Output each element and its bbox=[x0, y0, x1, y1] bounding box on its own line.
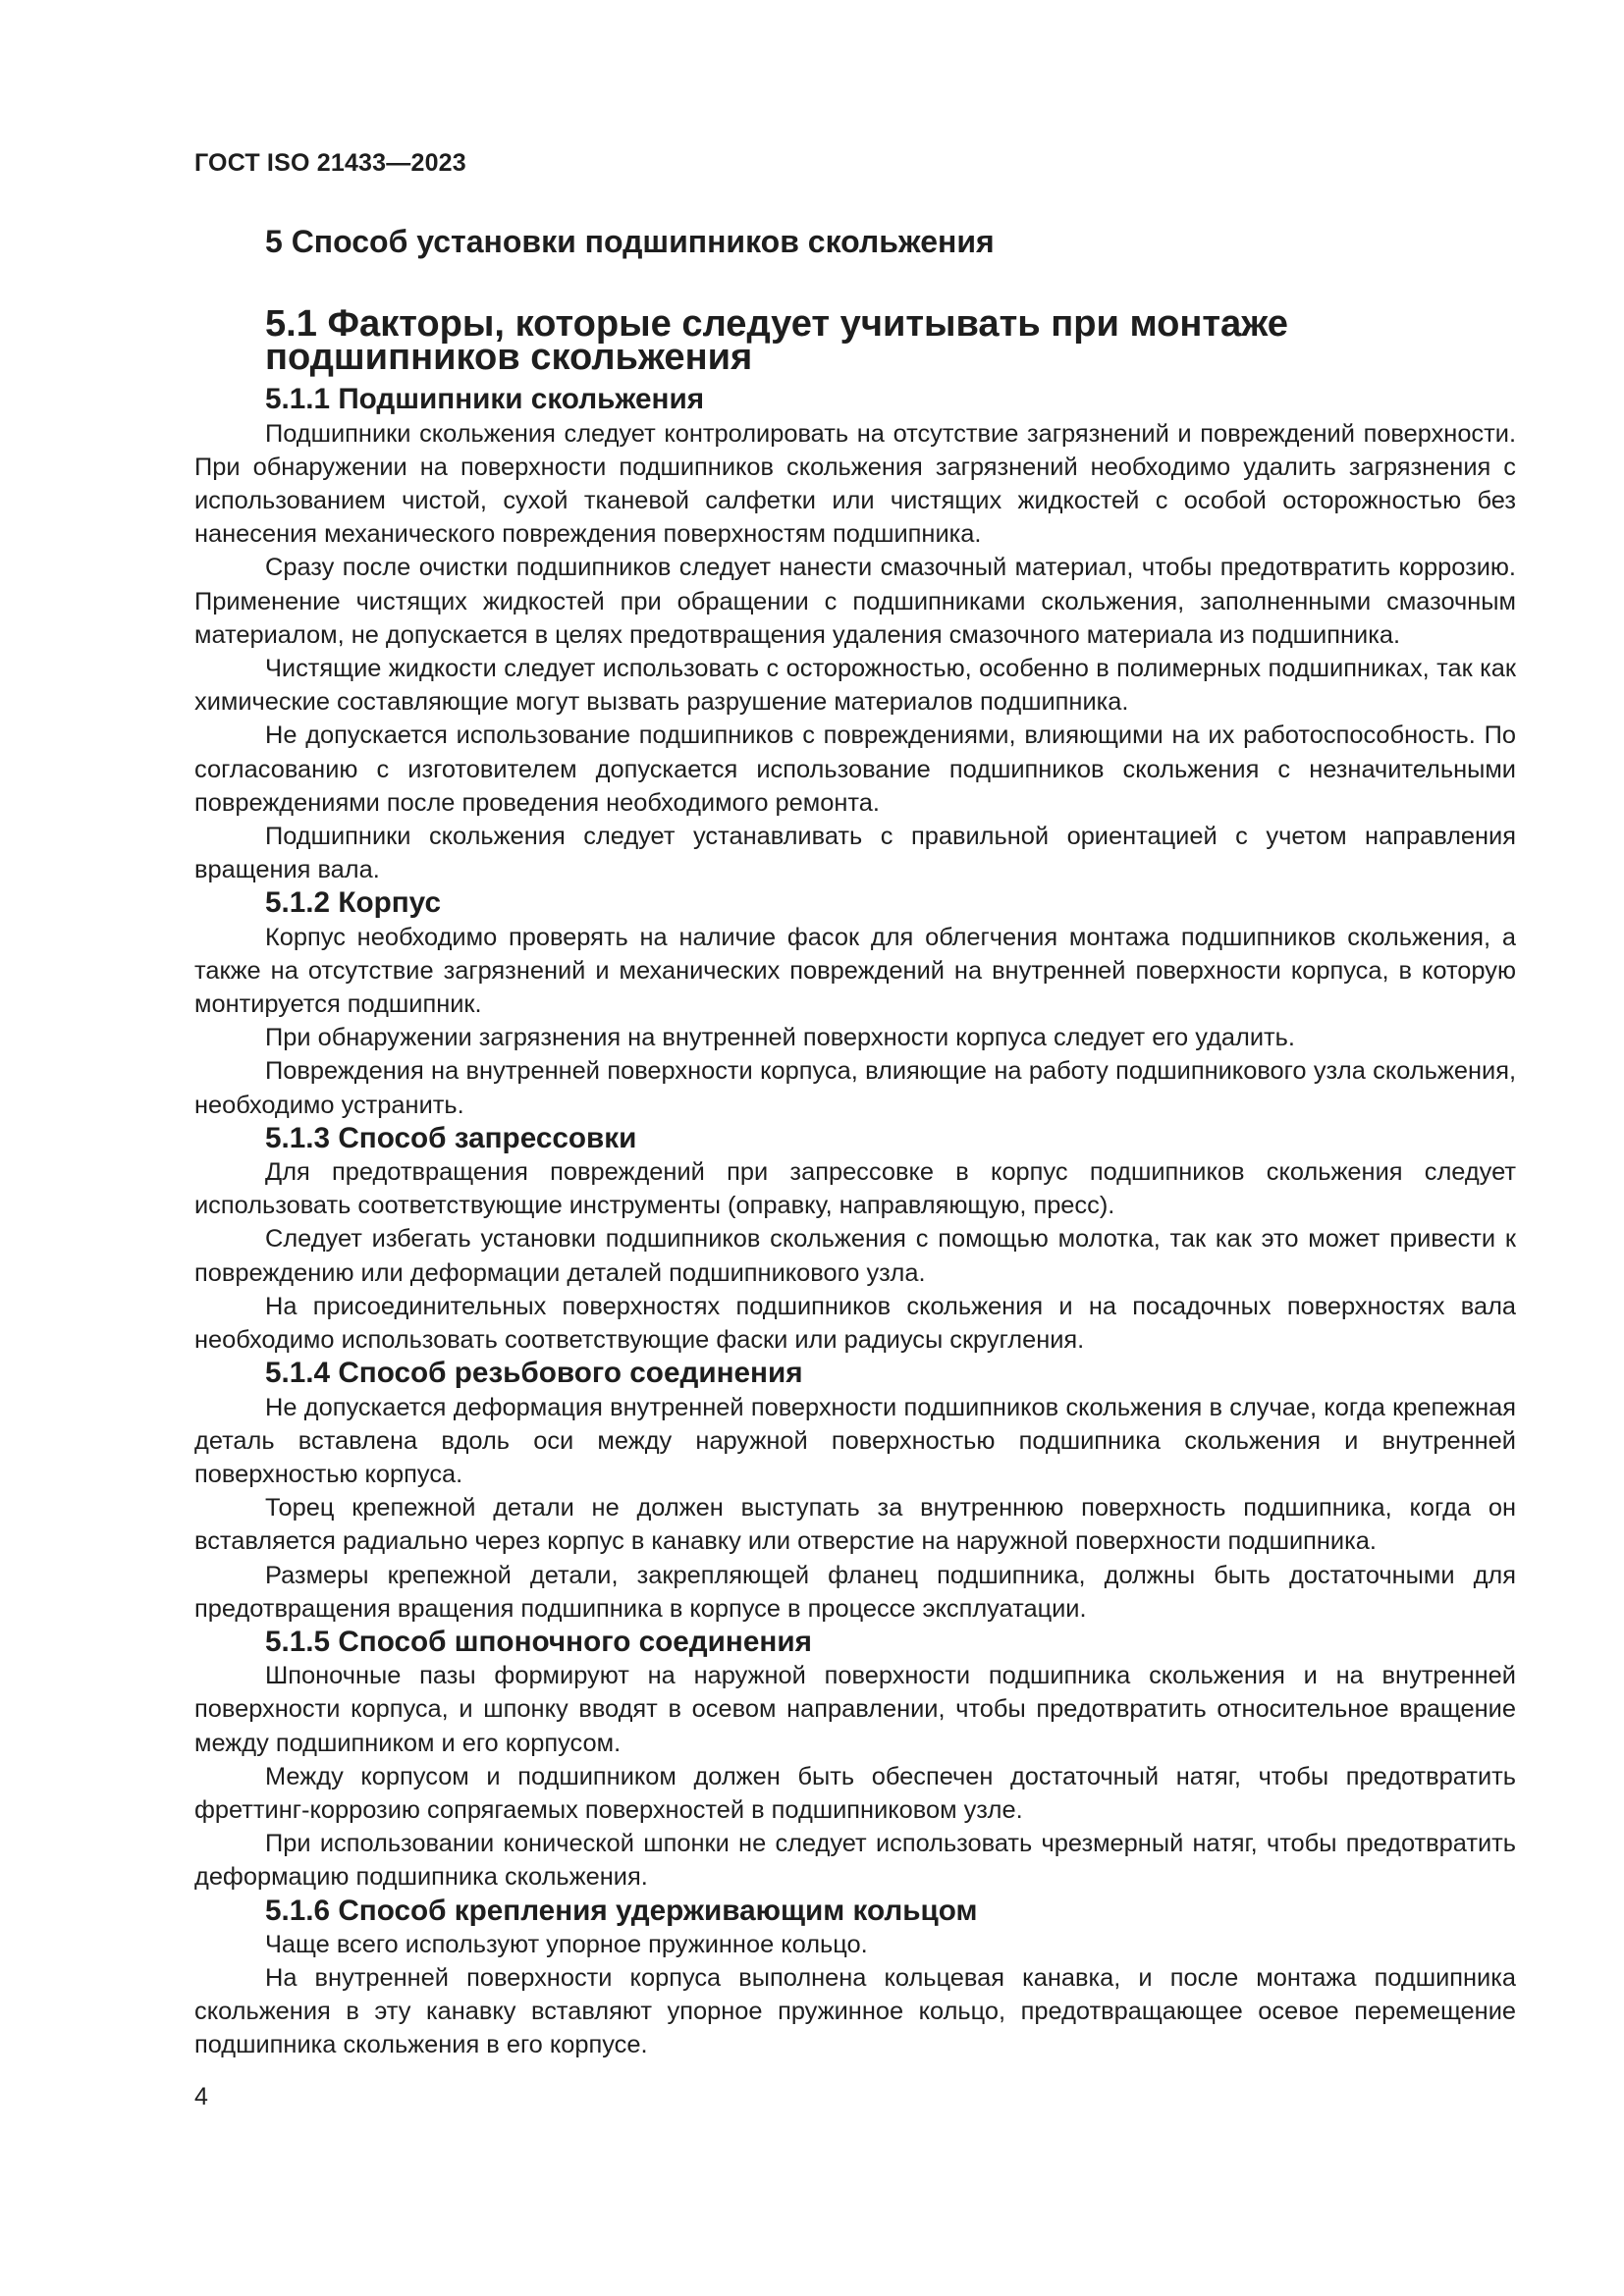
paragraph: Повреждения на внутренней поверхности корпуса, влияющие на работу подшипникового узла скольжения, необходимо устранить. bbox=[194, 1057, 1516, 1119]
clause-5-1-6 bbox=[194, 1895, 1516, 2062]
paragraph: Сразу после очистки подшипников следует нанести смазочный материал, чтобы предотвратить коррозию. Применение чистящих жидкостей при обращении с подшипниками скольжения, заполненными смазочным материалом, не допускается в целях предотвращения удаления смазочного материала из подшипника. bbox=[194, 554, 1516, 649]
clause-heading: 5.1.2 Корпус bbox=[265, 886, 441, 920]
clause-heading: 5.1.1 Подшипники скольжения bbox=[265, 383, 705, 416]
paragraph: Не допускается использование подшипников с повреждениями, влияющими на их работоспособность. По согласованию с изготовителем допускается использование подшипников скольжения с незначительными повреждениями после проведения необходимого ремонта. bbox=[194, 721, 1516, 817]
section-title: 5 Способ установки подшипников скольжения bbox=[265, 224, 995, 259]
paragraph: Между корпусом и подшипником должен быть обеспечен достаточный натяг, чтобы предотвратить фреттинг-коррозию сопрягаемых поверхностей в подшипниковом узле. bbox=[194, 1762, 1516, 1824]
clause-5-1-1 bbox=[194, 383, 1516, 886]
paragraph: Не допускается деформация внутренней поверхности подшипников скольжения в случае, когда крепежная деталь вставлена вдоль оси между наружной поверхностью подшипника скольжения и внутренней поверхностью корпуса. bbox=[194, 1393, 1516, 1488]
paragraph: Шпоночные пазы формируют на наружной поверхности подшипника скольжения и на внутренней поверхности корпуса, и шпонку вводят в осевом направлении, чтобы предотвратить относительное вращение между подшипником и его корпусом. bbox=[194, 1662, 1516, 1757]
paragraph: Подшипники скольжения следует контролировать на отсутствие загрязнений и повреждений поверхности. При обнаружении на поверхности подшипников скольжения загрязнений необходимо удалить загрязнения с использованием чистой, сухой тканевой салфетки или чистящих жидкостей с особой осторожностью без нанесения механического повреждения поверхностям подшипника. bbox=[194, 419, 1516, 549]
clause-heading: 5.1.5 Способ шпоночного соединения bbox=[265, 1625, 812, 1658]
paragraph: Подшипники скольжения следует устанавливать с правильной ориентацией с учетом направления вращения вала. bbox=[194, 823, 1516, 884]
paragraph: При обнаружении загрязнения на внутренней поверхности корпуса следует его удалить. bbox=[265, 1024, 1295, 1052]
paragraph: На внутренней поверхности корпуса выполнена кольцевая канавка, и после монтажа подшипника скольжения в эту канавку вставляют упорное пружинное кольцо, предотвращающее осевое перемещение подшипника скольжения в его корпусе. bbox=[194, 1963, 1516, 2059]
paragraph: Чаще всего используют упорное пружинное кольцо. bbox=[265, 1930, 868, 1958]
document-body bbox=[194, 303, 1516, 2062]
paragraph: Чистящие жидкости следует использовать с осторожностью, особенно в полимерных подшипниках, так как химические составляющие могут вызвать разрушение материалов подшипника. bbox=[194, 655, 1516, 717]
paragraph: Размеры крепежной детали, закрепляющей фланец подшипника, должны быть достаточными для предотвращения вращения подшипника в корпусе в процессе эксплуатации. bbox=[194, 1561, 1516, 1623]
page-number: 4 bbox=[194, 2083, 208, 2110]
clause-5-1-4 bbox=[194, 1357, 1516, 1626]
clause-heading: 5.1.3 Способ запрессовки bbox=[265, 1121, 637, 1154]
clause-heading: 5.1.6 Способ крепления удерживающим кольцом bbox=[265, 1894, 978, 1927]
paragraph: При использовании конической шпонки не следует использовать чрезмерный натяг, чтобы предотвратить деформацию подшипника скольжения. bbox=[194, 1830, 1516, 1892]
paragraph: Торец крепежной детали не должен выступать за внутреннюю поверхность подшипника, когда он вставляется радиально через корпус в канавку или отверстие на наружной поверхности подшипника. bbox=[194, 1494, 1516, 1556]
paragraph: На присоединительных поверхностях подшипников скольжения и на посадочных поверхностях вала необходимо использовать соответствующие фаски или радиусы скругления. bbox=[194, 1292, 1516, 1355]
clause-heading: 5.1.4 Способ резьбового соединения bbox=[265, 1357, 803, 1390]
paragraph: Следует избегать установки подшипников скольжения с помощью молотка, так как это может привести к повреждению или деформации деталей подшипникового узла. bbox=[194, 1225, 1516, 1287]
paragraph: Корпус необходимо проверять на наличие фасок для облегчения монтажа подшипников скольжения, а также на отсутствие загрязнений и механических повреждений на внутренней поверхности корпуса, в которую монтируется подшипник. bbox=[194, 923, 1516, 1019]
paragraph: Для предотвращения повреждений при запрессовке в корпус подшипников скольжения следует использовать соответствующие инструменты (оправку, направляющую, пресс). bbox=[194, 1158, 1516, 1220]
clause-5-1-3 bbox=[194, 1122, 1516, 1357]
subsection-title: 5.1 Факторы, которые следует учитывать при монтаже подшипников скольжения bbox=[265, 303, 1288, 379]
clause-5-1-2 bbox=[194, 886, 1516, 1121]
document-header: ГОСТ ISO 21433—2023 bbox=[194, 149, 466, 177]
clause-5-1-5 bbox=[194, 1626, 1516, 1895]
